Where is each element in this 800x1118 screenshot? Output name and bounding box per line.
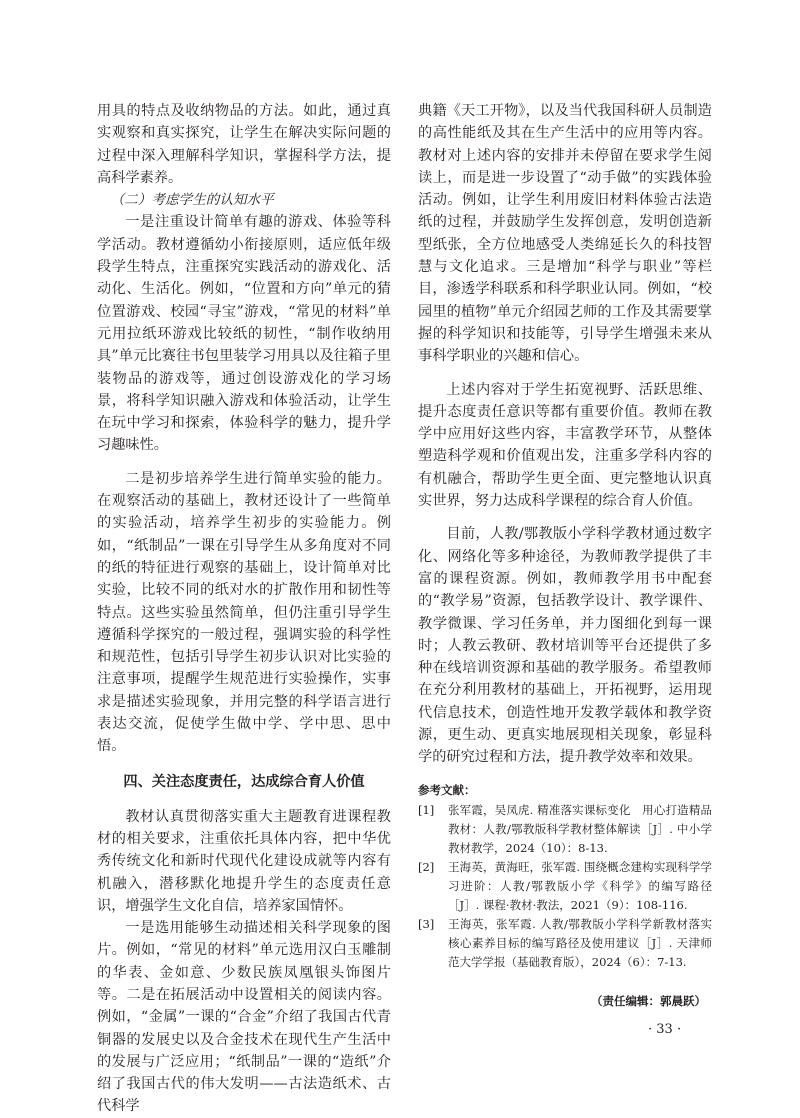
paragraph: 目前，人教/鄂教版小学科学教材通过数字化、网络化等多种途径，为教师教学提供了丰富的课程资源。例如，教师教学用书中配套的“教学易”资源，包括教学设计、教学课件、教学微课、学习任务单，并力图细化到每一课时；人教云教研、教材培训等平台还提供了多种在线培训资源和基础的教学服务。希望教师在充分利用教材的基础上，开拓视野，运用现代信息技术，创造性地开发教学载体和教学资源，更生动、更真实地展现相关现象，彰显科学的研究过程和方法，提升教学效率和效果。 [418, 526, 712, 766]
reference-item [418, 801, 712, 858]
reference-item [418, 915, 712, 972]
reference-number: [3] [418, 916, 435, 931]
paragraph-gap [418, 368, 712, 379]
reference-text: 王海英，黄海旺，张军霞. 围绕概念建构实现科学学习进阶：人教/鄂教版小学《科学》的编写路径［J］. 课程·教材·教法，2021（9）：108-116. [448, 859, 712, 912]
paragraph: 一是选用能够生动描述相关科学现象的图片。例如，“常见的材料”单元选用汉白玉雕制的华表、金如意、少数民族凤凰银头饰图片等。二是在拓展活动中设置相关的阅读内容。例如，“金属”一课的“合金”介绍了我国古代青铜器的发展史以及合金技术在现代生产生活中的发展与广泛应用；“纸制品”一课的“造纸”介绍了我国古代的伟大发明——古法造纸术、古代科学 [97, 920, 391, 1115]
paragraph: 一是注重设计简单有趣的游戏、体验等科学活动。教材遵循幼小衔接原则，适应低年级段学生特点，注重探究实践活动的游戏化、活动化、生活化。例如，“位置和方向”单元的猜位置游戏、校园“寻宝”游戏，“常见的材料”单元用拉纸环游戏比较纸的韧性，“制作收纳用具”单元比赛往书包里装学习用具以及往箱子里装物品的游戏等，通过创设游戏化的学习场景，将科学知识融入游戏和体验活动，让学生在玩中学习和探索，体验科学的魅力，提升学习趣味性。 [97, 214, 391, 454]
left-column [97, 100, 391, 1118]
reference-text: 张军霞，吴凤虎. 精准落实课标变化 用心打造精品教材：人教/鄂教版科学教材整体解读［J］. 中小学教材教学，2024（10）：8-13. [448, 802, 712, 855]
right-column [418, 100, 712, 1010]
references-list [418, 801, 712, 972]
paragraph: 典籍《天工开物》，以及当代我国科研人员制造的高性能纸及其在生产生活中的应用等内容。教材对上述内容的安排并未停留在要求学生阅读上，而是进一步设置了“动手做”的实践体验活动。例如，让学生利用废旧材料体验古法造纸的过程，并鼓励学生发挥创意，发明创造新型纸张，全方位地感受人类绵延长久的科技智慧与文化追求。三是增加“科学与职业”等栏目，渗透学科联系和科学职业认同。例如，“校园里的植物”单元介绍园艺师的工作及其需要掌握的科学知识和技能等，引导学生增强未来从事科学职业的兴趣和信心。 [418, 103, 712, 365]
subsection-heading: （二）考虑学生的认知水平 [110, 192, 274, 209]
paragraph-gap [97, 457, 391, 468]
responsible-editor-note: （责任编辑：郭晨跃） [591, 993, 706, 1008]
paragraph: 教材认真贯彻落实重大主题教育进课程教材的相关要求，注重依托具体内容，把中华优秀传统文化和新时代现代化建设成就等内容有机融入，潜移默化地提升学生的态度责任意识，增强学生文化自信，培养家国情怀。 [97, 808, 391, 914]
paragraph: 二是初步培养学生进行简单实验的能力。在观察活动的基础上，教材还设计了一些简单的实验活动，培养学生初步的实验能力。例如，“纸制品”一课在引导学生从多角度对不同的纸的特征进行观察的基础上，设计简单对比实验，比较不同的纸对水的扩散作用和韧性等特点。这些实验虽然简单，但仍注重引导学生遵循科学探究的一般过程，强调实验的科学性和规范性，包括引导学生初步认识对比实验的注意事项，提醒学生规范进行实验操作，实事求是描述实验现象，并用完整的科学语言进行表达交流，促使学生做中学、学中思、思中悟。 [97, 470, 391, 755]
reference-number: [2] [418, 859, 435, 874]
reference-item [418, 858, 712, 915]
page-number: · 33 · [648, 1022, 682, 1037]
reference-number: [1] [418, 802, 435, 817]
paragraph: 上述内容对于学生拓宽视野、活跃思维、提升态度责任意识等都有重要价值。教师在教学中应用好这些内容，丰富教学环节，从整体塑造科学观和价值观出发，注重多学科内容的有机融合，帮助学生更全面、更完整地认识真实世界，努力达成科学课程的综合育人价值。 [418, 381, 712, 510]
references-heading: 参考文献： [418, 782, 476, 797]
section-title: 四、关注态度责任，达成综合育人价值 [123, 773, 365, 790]
paragraph: 用具的特点及收纳物品的方法。如此，通过真实观察和真实探究，让学生在解决实际问题的过程中深入理解科学知识，掌握科学方法，提高科学素养。 [97, 103, 391, 186]
reference-text: 王海英，张军霞. 人教/鄂教版小学科学新教材落实核心素养目标的编写路径及使用建议［J］. 天津师范大学学报（基础教育版），2024（6）：7-13. [448, 916, 712, 969]
paragraph-gap [418, 512, 712, 523]
